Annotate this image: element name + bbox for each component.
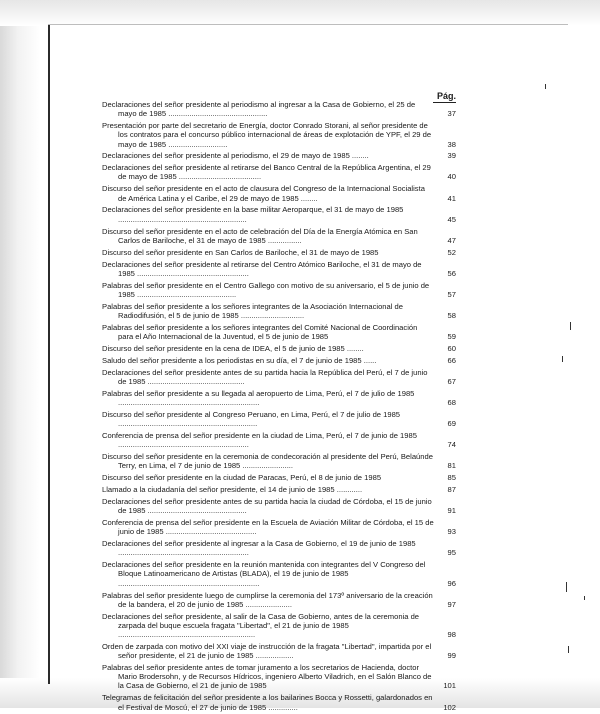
scan-speck: [566, 582, 567, 592]
toc-entry: [102, 281, 456, 299]
toc-entry: [102, 227, 456, 245]
toc-entry-title: Palabras del señor presidente antes de tomar juramento a los secretarios de Hacienda, doctor Mario Brodersohn, y de Recursos Hídricos, ingeniero Alberto Viladrich, en el Salón Blanco de la Casa de Gobierno, el 21 de junio de 1985: [102, 663, 432, 691]
toc-entry-title: Declaraciones del señor presidente al retirarse del Centro Atómico Bariloche, el 31 de mayo de 1985 .....................................................: [102, 259, 422, 278]
toc-entry-page: 99: [447, 651, 456, 661]
toc-entry: [102, 693, 456, 711]
toc-entry: [102, 356, 456, 365]
toc-entry: [102, 663, 456, 691]
toc-entry-page: 38: [447, 139, 456, 149]
toc-entry-page: 39: [447, 151, 456, 161]
toc-entry-page: 96: [447, 578, 456, 588]
toc-entry-page: 66: [447, 355, 456, 365]
toc-entry-title: Saludo del señor presidente a los periodistas en su día, el 7 de junio de 1985 ......: [102, 355, 377, 365]
toc-entry-title: Palabras del señor presidente en el Centro Gallego con motivo de su aniversario, el 5 de junio de 1985 ...............................................: [102, 280, 430, 299]
toc-entry: [102, 184, 456, 202]
toc-entry: [102, 151, 456, 160]
toc-entry-title: Telegramas de felicitación del señor presidente a los bailarines Bocca y Rossetti, galardonados en el Festival de Moscú, el 27 de junio de 1985 ..............: [102, 693, 433, 712]
toc-entry-title: Discurso del señor presidente en la ceremonia de condecoración al presidente del Perú, Belaúnde Terry, en Lima, el 7 de junio de 1985 ........................: [102, 452, 433, 471]
toc-entry-title: Declaraciones del señor presidente al periodismo, el 29 de mayo de 1985 ........: [102, 151, 369, 161]
table-of-contents: [102, 100, 456, 714]
scan-speck: [545, 84, 546, 89]
toc-entry: [102, 248, 456, 257]
toc-entry-page: 91: [447, 506, 456, 516]
toc-entry-page: 60: [447, 343, 456, 353]
toc-entry-title: Llamado a la ciudadanía del señor presidente, el 14 de junio de 1985 ............: [102, 485, 363, 495]
toc-entry-page: 102: [443, 702, 456, 712]
toc-entry-page: 40: [447, 172, 456, 182]
page-column-label: Pág.: [433, 91, 456, 103]
toc-entry: [102, 612, 456, 640]
toc-entry-title: Palabras del señor presidente a los señores integrantes del Comité Nacional de Coordinación para el Año Internacional de la Juventud, el 5 de junio de 1985: [102, 322, 418, 342]
toc-entry-page: 69: [447, 419, 456, 429]
toc-entry-title: Conferencia de prensa del señor presidente en la ciudad de Lima, Perú, el 7 de junio de 1985 ..............................................................: [102, 430, 417, 450]
toc-entry: [102, 389, 456, 407]
toc-entry-title: Declaraciones del señor presidente antes de su partida hacia la República del Perú, el 7 de junio de 1985 ..............................................: [102, 367, 428, 386]
toc-entry: [102, 260, 456, 278]
toc-entry-title: Discurso del señor presidente al Congreso Peruano, en Lima, Perú, el 7 de julio de 1985 ..................................................................: [102, 409, 401, 429]
toc-entry-title: Declaraciones del señor presidente, al salir de la Casa de Gobierno, antes de la ceremonia de zarpada del buque escuela fragata "Libertad", el 21 de junio de 1985 .................................................................: [102, 611, 420, 640]
toc-entry: [102, 473, 456, 482]
toc-entry-page: 97: [447, 599, 456, 609]
toc-entry-page: 68: [447, 398, 456, 407]
toc-entry-page: 98: [447, 630, 456, 640]
toc-entry-page: 47: [447, 235, 456, 245]
toc-entry: [102, 431, 456, 449]
toc-entry: [102, 344, 456, 353]
toc-entry-title: Declaraciones del señor presidente al ingresar a la Casa de Gobierno, el 19 de junio de 1985 ..............................................................: [102, 539, 416, 558]
toc-entry-title: Conferencia de prensa del señor presidente en la Escuela de Aviación Militar de Córdoba, el 15 de junio de 1985 ...........................................: [102, 518, 434, 537]
toc-entry-title: Discurso del señor presidente en la cena de IDEA, el 5 de junio de 1985 ........: [102, 343, 364, 353]
toc-entry: [102, 323, 456, 341]
toc-entry: [102, 518, 456, 536]
toc-entry-title: Declaraciones del señor presidente al retirarse del Banco Central de la República Argentina, el 29 de mayo de 1985 .......................................: [102, 163, 431, 182]
toc-entry-title: Declaraciones del señor presidente antes de su partida hacia la ciudad de Córdoba, el 15 de junio de 1985 ...............................................: [102, 496, 432, 516]
toc-entry-title: Discurso del señor presidente en San Carlos de Bariloche, el 31 de mayo de 1985: [102, 247, 379, 257]
scan-speck: [584, 596, 585, 600]
toc-entry-title: Palabras del señor presidente luego de cumplirse la ceremonia del 173º aniversario de la creación de la bandera, el 20 de junio de 1985 ......................: [102, 590, 433, 609]
toc-entry-page: 57: [447, 289, 456, 299]
toc-entry: [102, 642, 456, 660]
toc-entry-page: 95: [447, 548, 456, 558]
scan-shadow-top: [0, 0, 600, 26]
toc-entry-title: Discurso del señor presidente en el acto de celebración del Día de la Energía Atómica en San Carlos de Bariloche, el 31 de mayo de 1985 ................: [102, 226, 418, 245]
toc-entry-title: Declaraciones del señor presidente al periodismo al ingresar a la Casa de Gobierno, el 25 de mayo de 1985 ...............................................: [102, 100, 416, 119]
toc-entry-page: 81: [447, 461, 456, 471]
toc-entry-title: Presentación por parte del secretario de Energía, doctor Conrado Storani, al señor presidente de los contratos para el concurso público internacional de áreas de explotación de YPF, el 29 de mayo de 1985 ............................: [102, 121, 432, 149]
toc-entry: [102, 205, 456, 223]
toc-entry-page: 52: [447, 247, 456, 257]
toc-entry: [102, 163, 456, 181]
scan-speck: [562, 356, 563, 362]
scan-speck: [570, 322, 571, 330]
toc-entry: [102, 100, 456, 118]
scan-speck: [568, 646, 569, 653]
toc-entry-page: 45: [447, 214, 456, 224]
toc-entry-page: 41: [447, 193, 456, 203]
toc-entry-page: 101: [443, 681, 456, 691]
toc-entry-page: 56: [447, 268, 456, 278]
toc-entry-page: 58: [447, 310, 456, 320]
toc-entry: [102, 452, 456, 470]
toc-entry-page: 59: [447, 332, 456, 342]
toc-entry: [102, 410, 456, 428]
toc-entry-page: 85: [447, 473, 456, 483]
toc-entry-title: Discurso del señor presidente en el acto de clausura del Congreso de la Internacional Socialista de América Latina y el Caribe, el 29 de mayo de 1985 ........: [102, 184, 425, 203]
toc-entry: [102, 368, 456, 386]
toc-entry-title: Palabras del señor presidente a su llegada al aeropuerto de Lima, Perú, el 7 de julio de 1985 ...................................................................: [102, 388, 415, 407]
page-top-line: [48, 24, 568, 25]
toc-entry: [102, 591, 456, 609]
toc-entry: [102, 539, 456, 557]
toc-entry-title: Discurso del señor presidente en la ciudad de Paracas, Perú, el 8 de junio de 1985: [102, 473, 382, 483]
toc-entry-title: Declaraciones del señor presidente en la base militar Aeroparque, el 31 de mayo de 1985 .............................................................: [102, 205, 404, 224]
toc-entry-title: Orden de zarpada con motivo del XXI viaje de instrucción de la fragata "Libertad", impartida por el señor presidente, el 21 de junio de 1985 ..................: [102, 641, 432, 661]
scan-shadow-left: [0, 0, 48, 708]
toc-entry-page: 87: [447, 485, 456, 495]
toc-entry-title: Declaraciones del señor presidente en la reunión mantenida con integrantes del V Congreso del Bloque Latinoamericano de Artistas (BLADA), el 19 de junio de 1985 ...................................................................: [102, 560, 426, 588]
toc-entry-page: 93: [447, 527, 456, 537]
toc-entry: [102, 485, 456, 494]
toc-entry: [102, 497, 456, 515]
toc-entry: [102, 302, 456, 320]
toc-entry-page: 37: [447, 109, 456, 119]
page-edge-line: [48, 24, 50, 684]
toc-entry: [102, 121, 456, 149]
toc-entry-page: 67: [447, 376, 456, 386]
toc-entry: [102, 560, 456, 588]
toc-entry-page: 74: [447, 440, 456, 450]
toc-entry-title: Palabras del señor presidente a los señores integrantes de la Asociación Internacional de Radiodifusión, el 5 de junio de 1985 ..............................: [102, 301, 403, 320]
